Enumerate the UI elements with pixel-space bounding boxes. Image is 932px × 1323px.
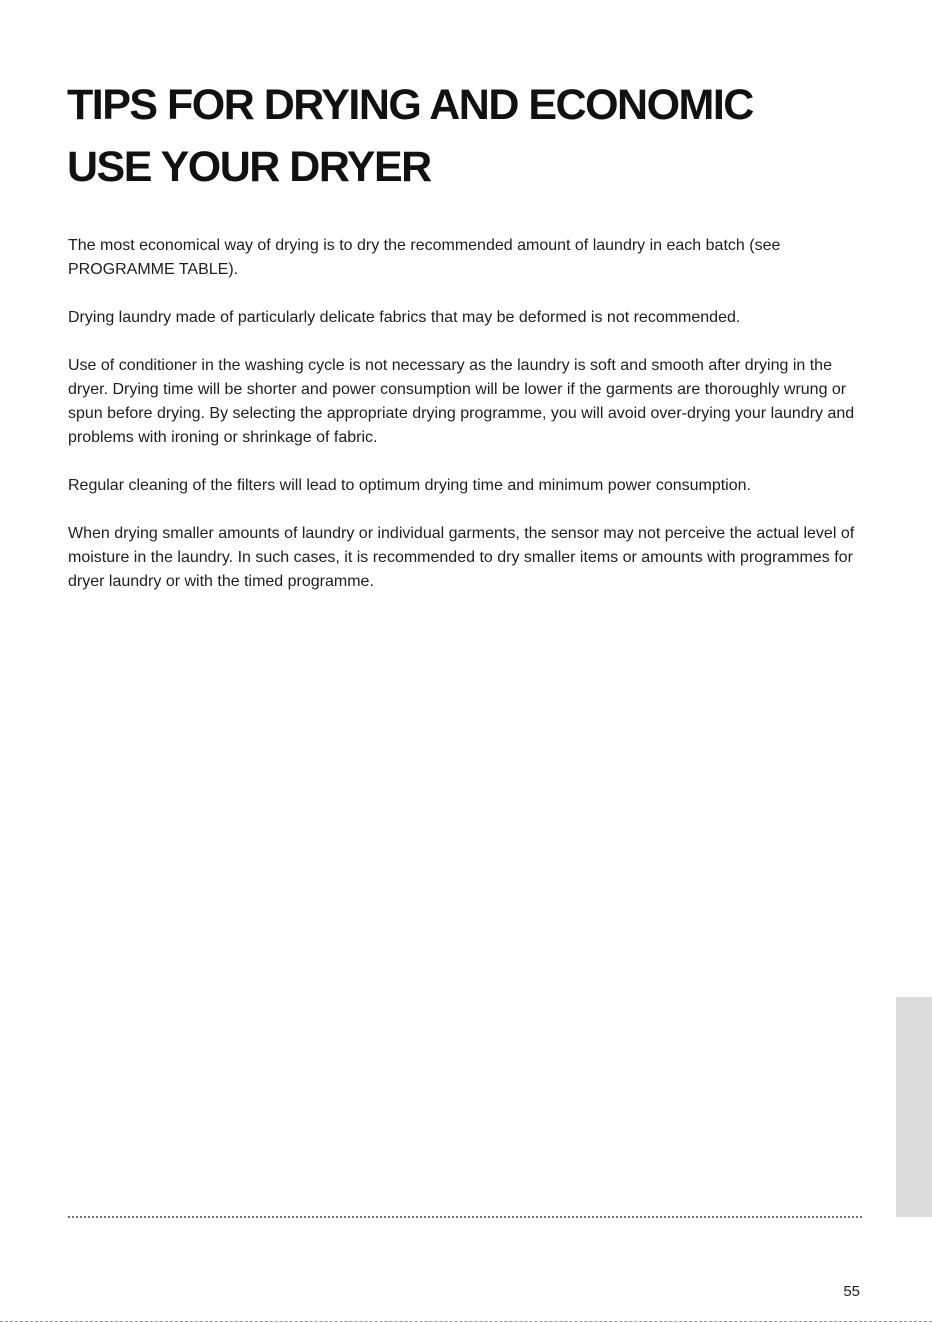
page-title-line-2: USE YOUR DRYER	[67, 143, 431, 191]
footer-divider	[68, 1216, 862, 1218]
body-text	[68, 234, 868, 618]
page-title	[67, 74, 887, 198]
paragraph-conditioner: Use of conditioner in the washing cycle is not necessary as the laundry is soft and smooth after drying in the dryer. Drying time will be shorter and power consumption will be lower if the garments are thoroughly wrung or spun before drying. By selecting the appropriate drying programme, you will avoid over-drying your laundry and problems with ironing or shrinkage of fabric.	[68, 357, 855, 446]
page-number: 55	[843, 1283, 860, 1300]
paragraph-small-loads: When drying smaller amounts of laundry or individual garments, the sensor may not perceive the actual level of moisture in the laundry. In such cases, it is recommended to dry smaller items or amounts with programmes for dryer laundry or with the timed programme.	[68, 525, 855, 590]
page-bottom-edge	[0, 1321, 932, 1322]
page-title-line-1: TIPS FOR DRYING AND ECONOMIC	[67, 81, 753, 129]
paragraph-filter-cleaning: Regular cleaning of the filters will lead to optimum drying time and minimum power consumption.	[68, 477, 751, 494]
paragraph-batch-amount: The most economical way of drying is to dry the recommended amount of laundry in each batch (see PROGRAMME TABLE).	[68, 237, 781, 278]
side-tab-marker	[896, 997, 932, 1217]
paragraph-delicate-fabrics: Drying laundry made of particularly delicate fabrics that may be deformed is not recommended.	[68, 309, 741, 326]
